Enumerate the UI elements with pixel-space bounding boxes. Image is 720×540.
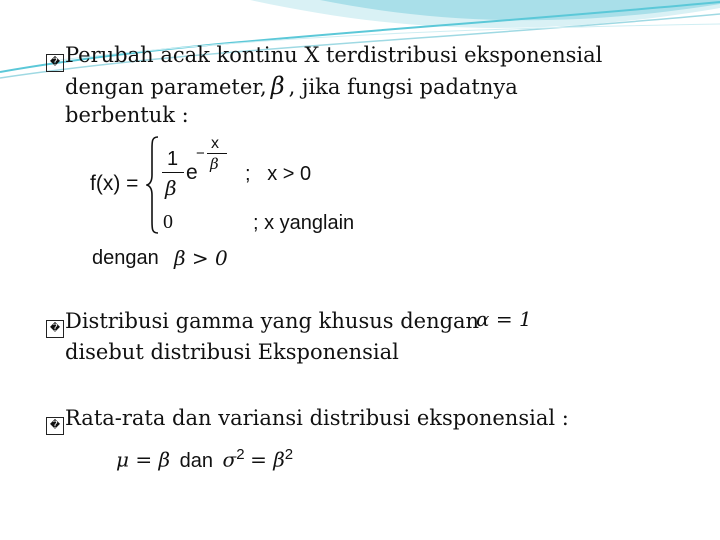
case2-value: 0	[163, 211, 173, 233]
case1-condition: ; x > 0	[245, 163, 312, 185]
definition-line-1: Perubah acak kontinu X terdistribusi eksponensial	[65, 43, 603, 67]
case1-denominator: β	[165, 176, 177, 200]
beta-symbol: β	[270, 72, 285, 100]
definition-line-2	[46, 72, 602, 101]
bullet-glyph-icon: �	[46, 54, 64, 72]
dan-word: dan	[179, 449, 213, 472]
formula-lhs: f(x) =	[90, 172, 139, 195]
paragraph-definition	[46, 41, 602, 129]
case1-exponent-bar	[207, 153, 227, 154]
case1-exponent-numerator: x	[211, 135, 219, 152]
definition-line-2-start: dengan parameter,	[65, 75, 267, 99]
formula-brace	[146, 135, 160, 235]
case1-exponent-denominator: β	[210, 155, 219, 173]
case1-exponent-minus: −	[196, 145, 205, 162]
beta-exponent: 2	[284, 446, 294, 463]
case1-exponential-base: e	[186, 161, 198, 184]
mean-variance-formula	[116, 446, 293, 473]
gamma-line-1: Distribusi gamma yang khusus dengan	[65, 309, 480, 333]
condition-text: dengan	[92, 247, 159, 269]
mean-variance-line: Rata-rata dan variansi distribusi eksponensial :	[65, 406, 569, 430]
gamma-line-2: disebut distribusi Eksponensial	[65, 340, 399, 364]
sigma-exponent: 2	[236, 446, 245, 463]
variance-equals-beta: = β	[250, 447, 285, 472]
definition-line-3: berbentuk :	[65, 103, 189, 127]
case1-numerator: 1	[167, 148, 179, 170]
case1-fraction-bar	[162, 172, 184, 173]
sigma-symbol: σ	[222, 447, 237, 472]
paragraph-mean-variance	[46, 404, 569, 435]
mean-equation: μ = β	[116, 447, 171, 472]
bullet-glyph-icon: �	[46, 417, 64, 435]
case2-condition: ; x yanglain	[253, 212, 355, 234]
paragraph-gamma	[46, 307, 479, 366]
condition-math: β > 0	[174, 246, 228, 270]
bullet-glyph-icon: �	[46, 320, 64, 338]
alpha-equals-one: α = 1	[476, 307, 532, 331]
definition-line-2-end: , jika fungsi padatnya	[288, 75, 518, 99]
